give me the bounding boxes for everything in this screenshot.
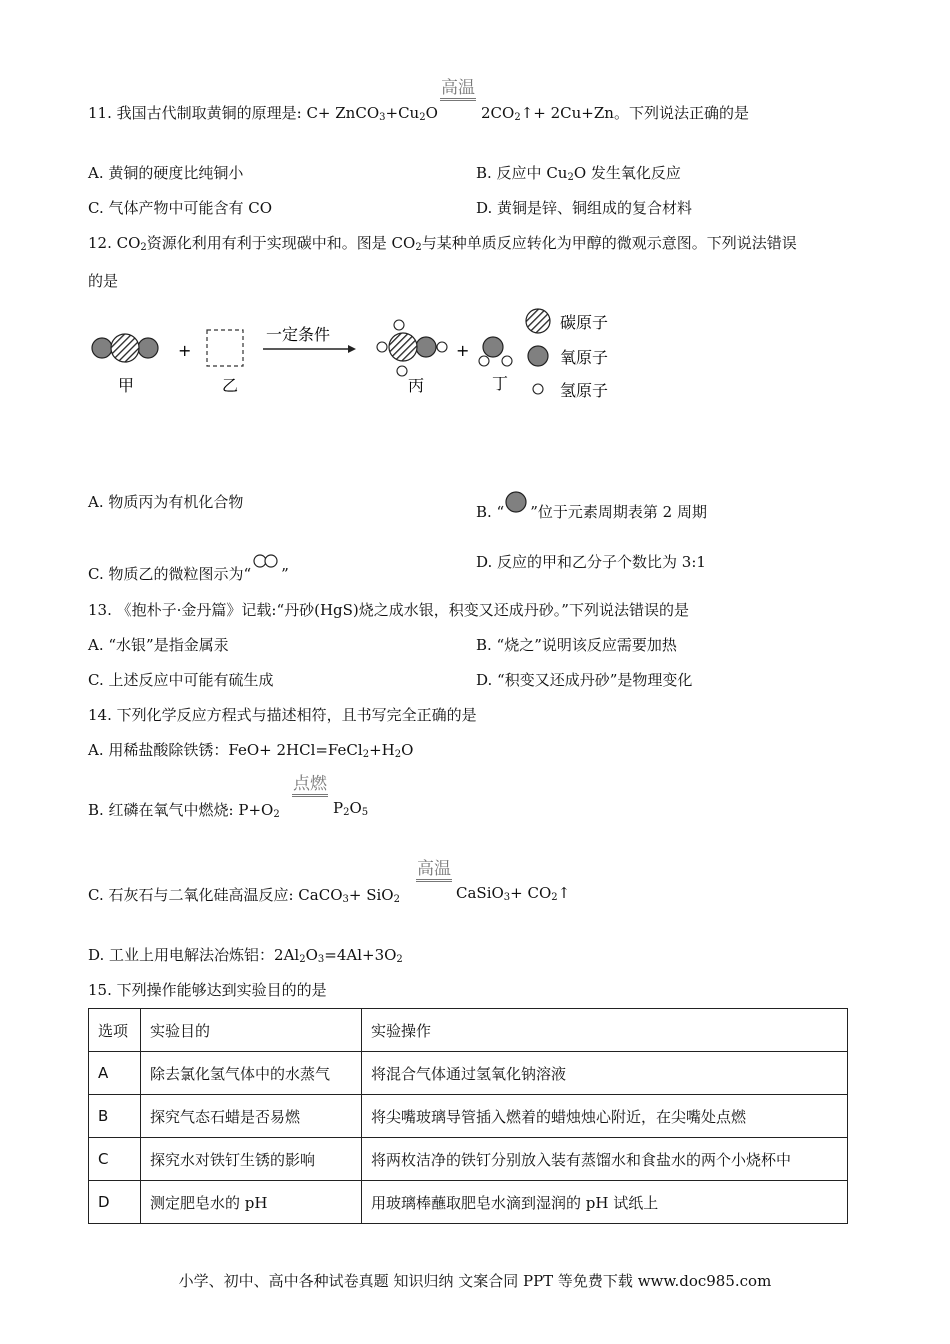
table-row <box>89 1052 848 1095</box>
option-12c: C. 物质乙的微粒图示为“ ” <box>88 551 289 584</box>
table-header-row <box>89 1009 848 1052</box>
plus-sign-2: + <box>456 341 470 360</box>
label-ding: 丁 <box>492 374 509 393</box>
label-yi: 乙 <box>222 376 239 395</box>
legend-hydrogen: 氢原子 <box>560 381 609 400</box>
option-12b: B. “ ”位于元素周期表第 2 周期 <box>476 491 707 522</box>
option-13b: B. “烧之”说明该反应需要加热 <box>476 636 677 654</box>
option-13a: A. “水银”是指金属汞 <box>88 636 229 654</box>
row-operation: 将两枚洁净的铁钉分别放入装有蒸馏水和食盐水的两个小烧杯中 <box>362 1138 848 1181</box>
arrow-label: 一定条件 <box>266 325 331 344</box>
option-13c: C. 上述反应中可能有硫生成 <box>88 671 274 689</box>
question-14-stem: 14. 下列化学反应方程式与描述相符，且书写完全正确的是 <box>88 706 477 724</box>
row-option: A <box>89 1052 141 1095</box>
reaction-condition: 高温 <box>440 78 476 101</box>
option-14c: C. 石灰石与二氧化硅高温反应: CaCO$_3$+ SiO$_2$ <box>88 886 400 905</box>
legend-carbon: 碳原子 <box>560 313 609 332</box>
label-jia: 甲 <box>118 376 135 395</box>
molecule-jia <box>92 334 158 362</box>
row-purpose: 除去氯化氢气体中的水蒸气 <box>141 1052 362 1095</box>
option-14a: A. 用稀盐酸除铁锈：$FeO+ 2HCl=FeCl_2+H_2O$ <box>88 741 414 760</box>
option-12d: D. 反应的甲和乙分子个数比为 3:1 <box>476 553 706 571</box>
reaction-condition-ignite: 点燃 <box>292 774 328 797</box>
molecule-bing <box>377 320 447 376</box>
row-operation: 将尖嘴玻璃导管插入燃着的蜡烛烛心附近，在尖嘴处点燃 <box>362 1095 848 1138</box>
row-operation: 将混合气体通过氢氧化钠溶液 <box>362 1052 848 1095</box>
row-operation: 用玻璃棒蘸取肥皂水滴到湿润的 pH 试纸上 <box>362 1181 848 1224</box>
row-option: D <box>89 1181 141 1224</box>
row-purpose: 探究水对铁钉生锈的影响 <box>141 1138 362 1181</box>
page-footer: 小学、初中、高中各种试卷真题 知识归纳 文案合同 PPT 等免费下载 www.doc985.com <box>178 1272 772 1290</box>
legend-carbon-icon <box>526 309 550 333</box>
option-11a: A. 黄铜的硬度比纯铜小 <box>88 164 244 182</box>
reaction-condition-high-temp: 高温 <box>416 859 452 882</box>
option-14b: B. 红磷在氧气中燃烧: $P+O_2$ <box>88 801 280 820</box>
table-row <box>89 1181 848 1224</box>
question-15-stem: 15. 下列操作能够达到实验目的的是 <box>88 981 327 999</box>
molecule-ding <box>479 337 512 366</box>
plus-sign: + <box>178 341 192 360</box>
option-14c-product: CaSiO$_3$+ $CO_2↑$ <box>456 884 571 903</box>
row-option: C <box>89 1138 141 1181</box>
legend-hydrogen-icon <box>533 384 543 394</box>
row-option: B <box>89 1095 141 1138</box>
legend-oxygen: 氧原子 <box>560 348 609 367</box>
header-operation: 实验操作 <box>362 1009 848 1052</box>
option-11c: C. 气体产物中可能含有 CO <box>88 199 273 217</box>
option-14b-product: $P_2O_5$ <box>333 799 369 818</box>
arrow-head <box>348 345 356 353</box>
header-option: 选项 <box>89 1009 141 1052</box>
row-purpose: 测定肥皂水的 pH <box>141 1181 362 1224</box>
header-purpose: 实验目的 <box>141 1009 362 1052</box>
row-purpose: 探究气态石蜡是否易燃 <box>141 1095 362 1138</box>
question-13-stem: 13. 《抱朴子·金丹篇》记载:“丹砂(HgS)烧之成水银，积变又还成丹砂。”下列说法错误的是 <box>88 601 689 619</box>
label-bing: 丙 <box>408 376 425 395</box>
option-11d: D. 黄铜是锌、铜组成的复合材料 <box>476 199 693 217</box>
question-11-stem: 11. 我国古代制取黄铜的原理是: $C+ ZnCO_3+Cu_2O$ <box>88 104 438 123</box>
molecule-yi-box <box>207 330 243 366</box>
option-14d: D. 工业上用电解法冶炼铝：$2Al_2O_3=4Al+3O_2$ <box>88 946 403 965</box>
experiment-table <box>88 1008 848 1224</box>
reaction-diagram <box>80 300 640 410</box>
option-12a: A. 物质丙为有机化合物 <box>88 493 244 511</box>
hydrogen-molecule-icon <box>251 551 281 571</box>
question-12-stem-line2: 的是 <box>88 272 119 290</box>
oxygen-atom-icon <box>504 491 530 513</box>
table-row <box>89 1138 848 1181</box>
option-11b: B. 反应中 $Cu_2O$ 发生氧化反应 <box>476 164 681 183</box>
option-13d: D. “积变又还成丹砂”是物理变化 <box>476 671 693 689</box>
table-row <box>89 1095 848 1138</box>
question-12-stem: 12. $CO_2$资源化利用有利于实现碳中和。图是 $CO_2$与某种单质反应转化为甲醇的微观示意图。下列说法错误 <box>88 234 797 253</box>
question-11-products: $2CO_2↑+ 2Cu+Zn$。下列说法正确的是 <box>481 104 749 123</box>
legend-oxygen-icon <box>528 346 548 366</box>
